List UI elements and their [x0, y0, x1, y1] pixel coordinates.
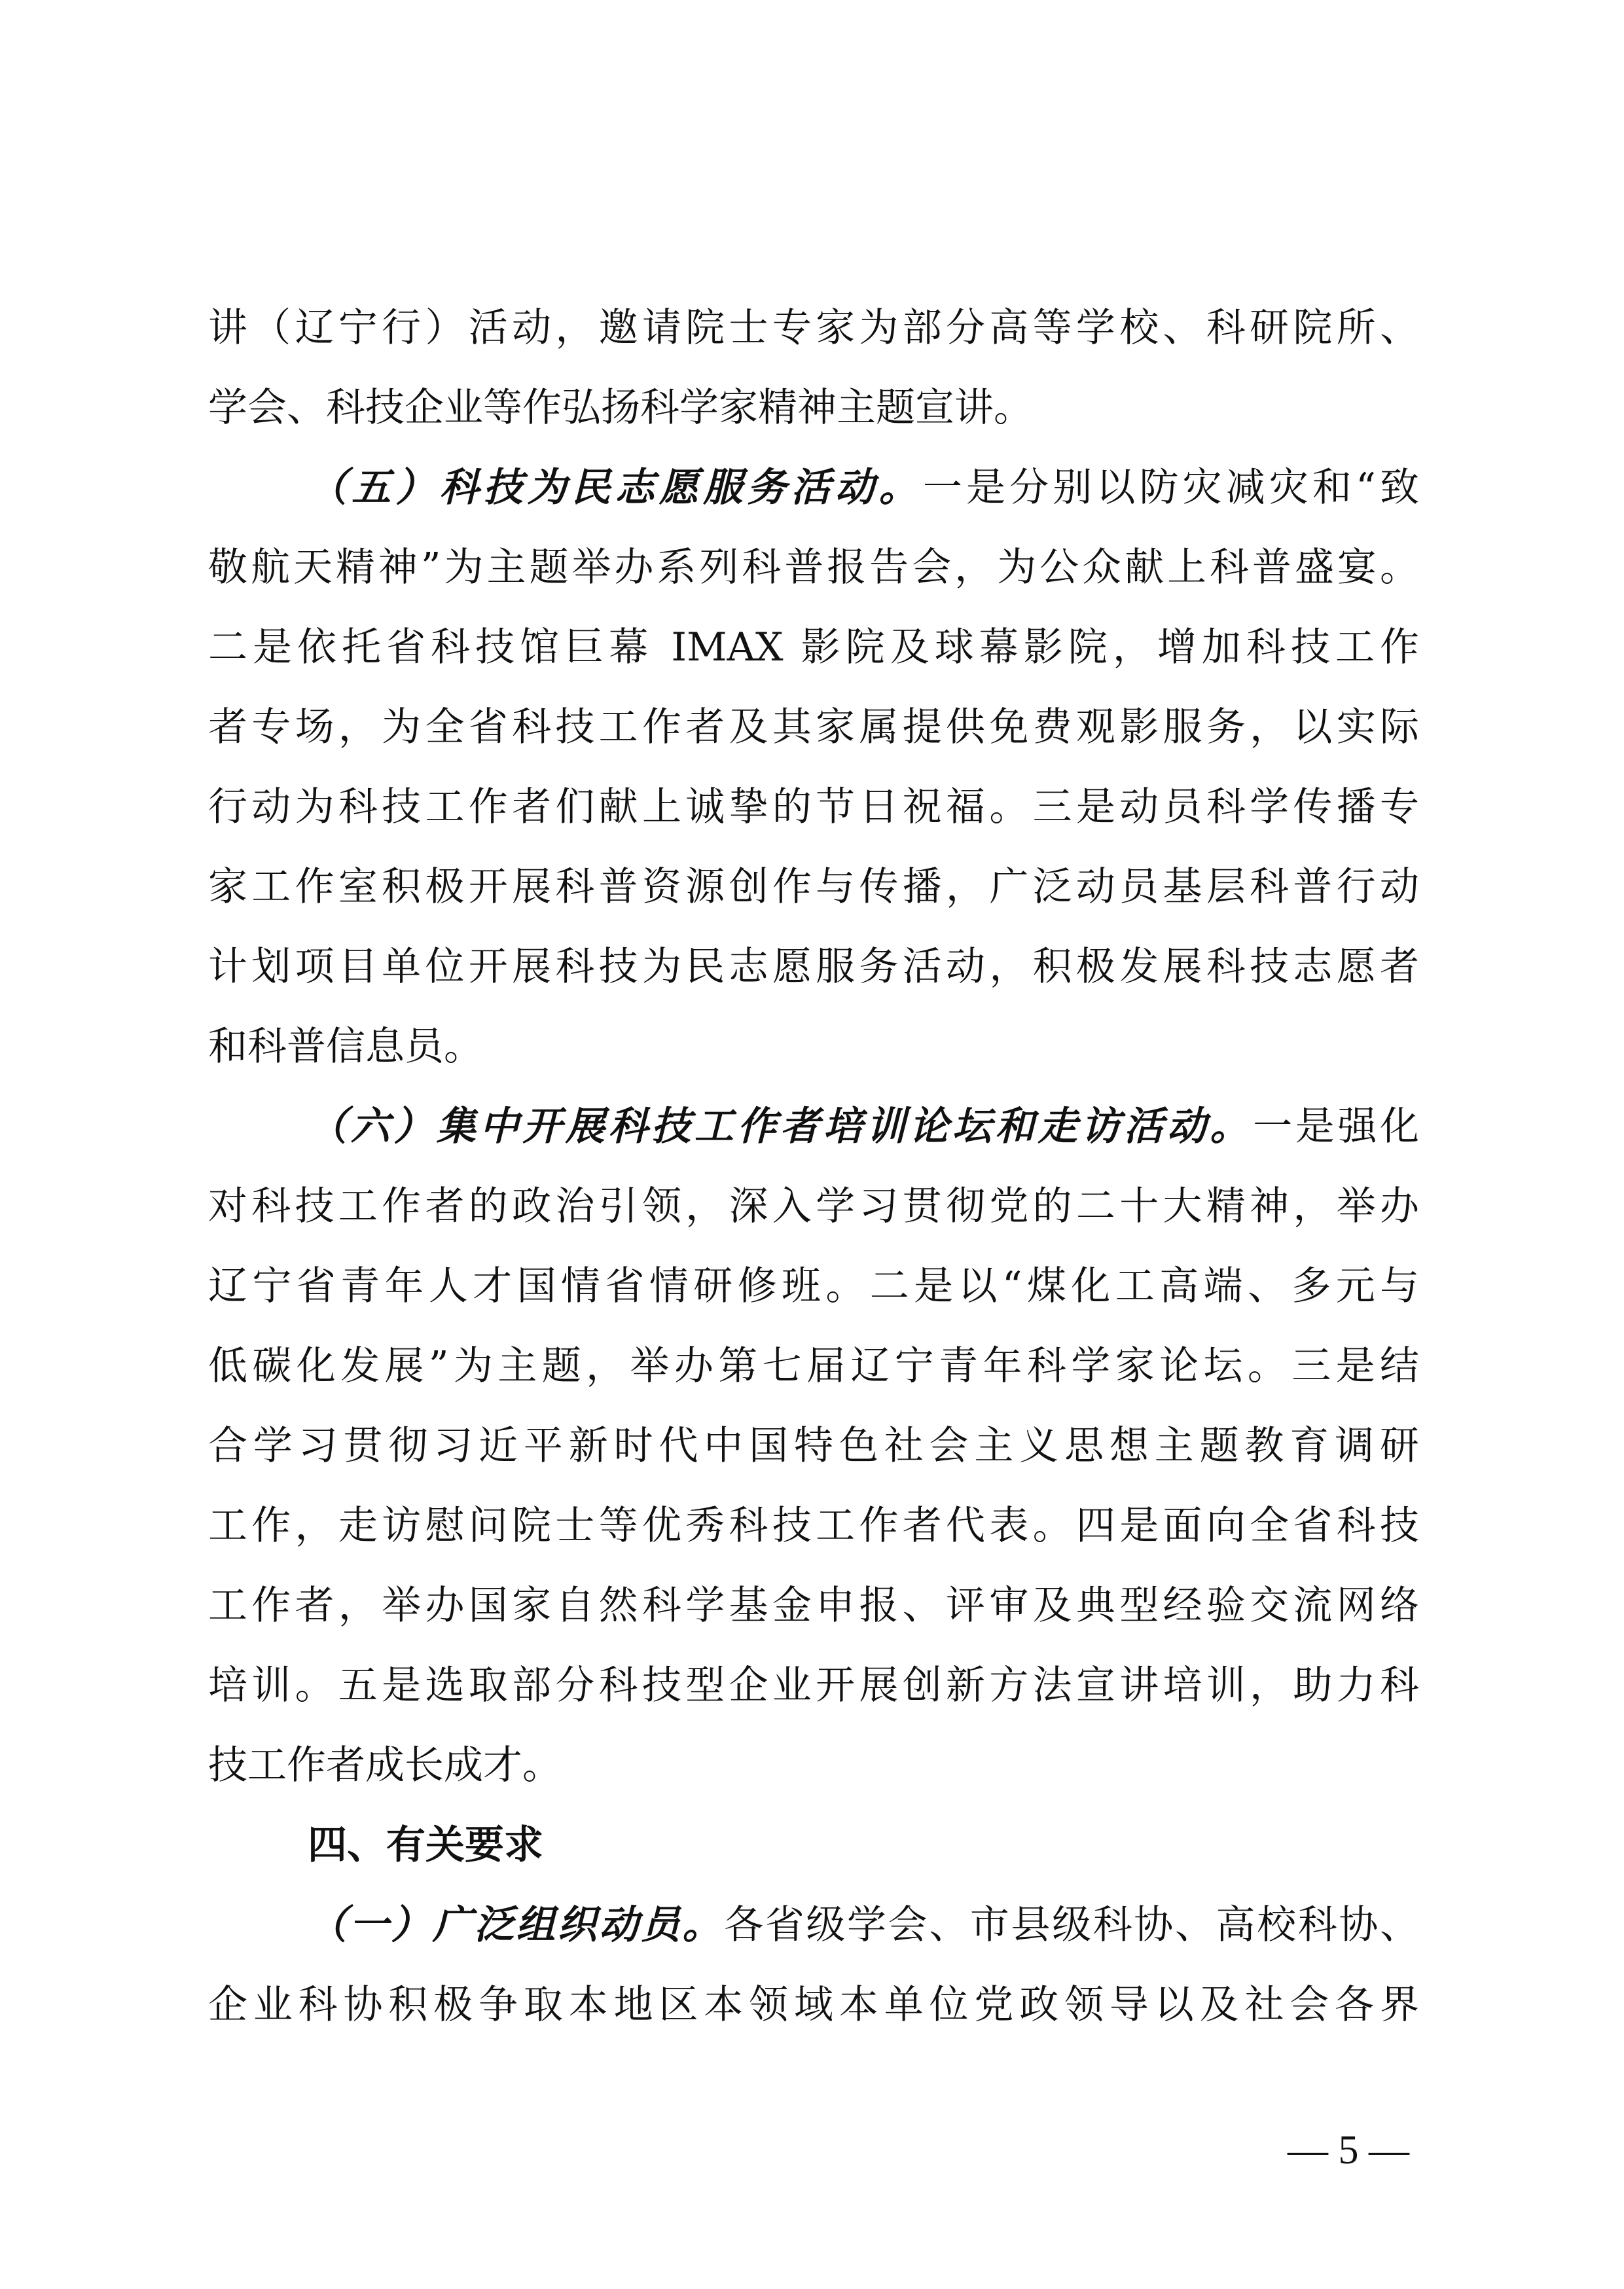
section-four: [208, 1805, 1419, 1885]
text-line: 计划项目单位开展科技为民志愿服务活动，积极发展科技志愿者: [208, 944, 1419, 990]
text-line: 培训。五是选取部分科技型企业开展创新方法宣讲培训，助力科: [208, 1663, 1419, 1708]
paragraph-first-line: [208, 1885, 1419, 1965]
text-line: 工作，走访慰问院士等优秀科技工作者代表。四是面向全省科技: [208, 1503, 1419, 1549]
text-fragment: 各省级学会、市县级科协、高校科协、: [724, 1902, 1420, 1948]
text-line: 者专场，为全省科技工作者及其家属提供免费观影服务，以实际: [208, 704, 1419, 750]
text-line: 家工作室积极开展科普资源创作与传播，广泛动员基层科普行动: [208, 864, 1419, 910]
text-line: 行动为科技工作者们献上诚挚的节日祝福。三是动员科学传播专: [208, 784, 1419, 830]
subsection-heading: （一）广泛组织动员。: [308, 1902, 725, 1948]
text-line: 二是依托省科技馆巨幕 IMAX 影院及球幕影院，增加科技工作: [208, 624, 1419, 670]
text-line: 合学习贯彻习近平新时代中国特色社会主义思想主题教育调研: [208, 1423, 1419, 1469]
text-fragment: 一是分别以防灾减灾和“致: [922, 465, 1419, 511]
text-fragment: 一是强化: [1253, 1104, 1420, 1149]
subsection-heading: （五）科技为民志愿服务活动。: [308, 465, 923, 511]
text-line: 学会、科技企业等作弘扬科学家精神主题宣讲。: [208, 385, 1033, 431]
paragraph-training-forum: [208, 1087, 1419, 1805]
paragraph-volunteer-service: [208, 448, 1419, 1087]
paragraph-mobilization: [208, 1885, 1419, 2045]
text-line: 对科技工作者的政治引领，深入学习贯彻党的二十大精神，举办: [208, 1183, 1419, 1229]
paragraph-first-line: [208, 448, 1419, 528]
text-line: 低碳化发展”为主题，举办第七届辽宁青年科学家论坛。三是结: [208, 1343, 1419, 1389]
text-line: 企业科协积极争取本地区本领域本单位党政领导以及社会各界: [208, 1982, 1419, 2028]
text-line: 敬航天精神”为主题举办系列科普报告会，为公众献上科普盛宴。: [208, 545, 1419, 590]
paragraph-continuation: [208, 288, 1419, 448]
text-line: 和科普信息员。: [208, 1024, 483, 1070]
text-line: 工作者，举办国家自然科学基金申报、评审及典型经验交流网络: [208, 1583, 1419, 1629]
text-line: 讲（辽宁行）活动，邀请院士专家为部分高等学校、科研院所、: [208, 305, 1419, 351]
paragraph-first-line: [208, 1087, 1419, 1166]
page-number: — 5 —: [1288, 2128, 1409, 2172]
section-heading: 四、有关要求: [308, 1822, 543, 1868]
text-line: 辽宁省青年人才国情省情研修班。二是以“煤化工高端、多元与: [208, 1263, 1419, 1309]
document-body: [208, 288, 1419, 2045]
text-line: 技工作者成长成才。: [208, 1742, 562, 1788]
subsection-heading: （六）集中开展科技工作者培训论坛和走访活动。: [308, 1104, 1254, 1149]
